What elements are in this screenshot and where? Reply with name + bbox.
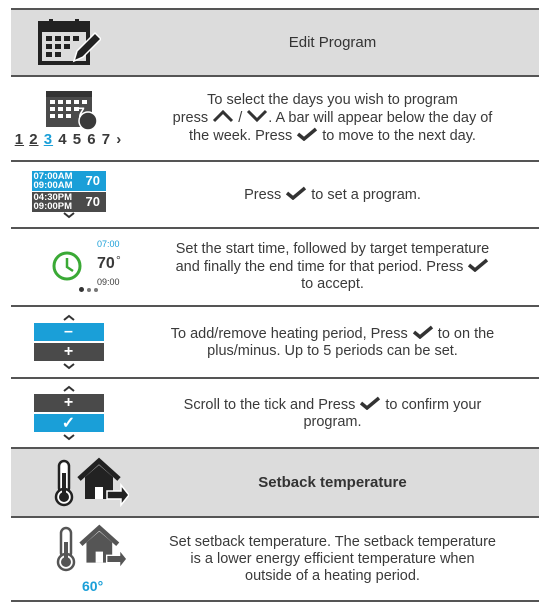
text-line: and finally the end time for that period. Press bbox=[175, 259, 464, 275]
text-line: the week. Press bbox=[189, 128, 293, 144]
text-line: program. bbox=[303, 413, 362, 430]
row-set-program bbox=[11, 160, 539, 227]
day-1[interactable]: 1 bbox=[14, 131, 25, 148]
page-dots bbox=[79, 287, 98, 292]
target-temp: 70 bbox=[97, 255, 115, 272]
text-line: . A bar will appear below the day of bbox=[268, 110, 493, 126]
chevron-up-icon bbox=[212, 109, 234, 123]
separator: / bbox=[238, 110, 243, 126]
text-line: outside of a heating period. bbox=[245, 567, 420, 584]
check-label: ✓ bbox=[61, 415, 76, 432]
row-setback-header bbox=[11, 447, 539, 516]
chevron-down-icon bbox=[62, 363, 76, 370]
icon-cell bbox=[11, 10, 126, 75]
add-remove-text bbox=[126, 307, 539, 377]
setback-title: Setback temperature bbox=[258, 474, 407, 491]
text-line: press bbox=[172, 110, 209, 126]
time-bottom: 09:00 bbox=[97, 277, 120, 287]
minus-button[interactable] bbox=[34, 323, 104, 341]
text-line: to accept. bbox=[301, 276, 364, 292]
icon-cell bbox=[11, 449, 126, 516]
slot-temp: 70 bbox=[85, 173, 100, 188]
text-line: To select the days you wish to program bbox=[207, 92, 458, 108]
day-2[interactable]: 2 bbox=[29, 131, 39, 148]
icon-cell bbox=[11, 229, 126, 305]
setback-text bbox=[126, 518, 539, 600]
clock-icon bbox=[51, 250, 83, 282]
icon-cell bbox=[11, 162, 126, 227]
text-line: To add/remove heating period, Press bbox=[170, 325, 408, 342]
confirm-tick-button[interactable] bbox=[34, 414, 104, 432]
day-3[interactable]: 3 bbox=[43, 131, 54, 148]
chevron-up-icon bbox=[62, 385, 76, 392]
text-line: plus/minus. Up to 5 periods can be set. bbox=[207, 342, 458, 359]
text-line: to on the bbox=[437, 325, 495, 342]
schedule-slot-2 bbox=[32, 192, 106, 212]
thermometer-icon bbox=[55, 526, 77, 572]
start-time-text bbox=[126, 229, 539, 305]
select-days-text bbox=[126, 77, 539, 160]
icon-cell bbox=[11, 379, 126, 447]
house-arrow-icon bbox=[77, 457, 129, 507]
slot-end: 09:00PM bbox=[33, 200, 73, 212]
slot-end: 09:00AM bbox=[33, 179, 73, 191]
text-line: to move to the next day. bbox=[322, 128, 476, 144]
icon-cell bbox=[11, 77, 126, 160]
calendar-icon bbox=[44, 89, 100, 131]
slot-start: 04:30PM bbox=[33, 191, 73, 203]
chevron-up-icon bbox=[62, 314, 76, 321]
day-7[interactable]: 7 bbox=[101, 131, 112, 148]
icon-cell bbox=[11, 307, 126, 377]
plus-button[interactable] bbox=[34, 394, 104, 412]
text-line: Scroll to the tick and Press bbox=[183, 396, 356, 413]
day-selector bbox=[15, 131, 123, 148]
chevron-down-icon bbox=[62, 434, 76, 441]
text-line: Set the start time, followed by target temperature bbox=[175, 241, 490, 257]
tick-icon bbox=[359, 396, 381, 410]
chevron-down-icon bbox=[62, 212, 76, 219]
calendar-badge: 7 bbox=[77, 104, 85, 120]
minus-label: – bbox=[64, 323, 73, 340]
text-line: is a lower energy efficient temperature when bbox=[190, 550, 475, 567]
confirm-text bbox=[126, 379, 539, 447]
tick-icon bbox=[467, 258, 489, 272]
chevron-down-icon bbox=[246, 109, 268, 123]
row-setback-temp bbox=[11, 516, 539, 602]
schedule-slot-1 bbox=[32, 171, 106, 191]
calendar-edit-icon bbox=[37, 19, 101, 67]
text-line: to confirm your bbox=[385, 396, 482, 413]
day-6[interactable]: 6 bbox=[87, 131, 97, 148]
row-confirm bbox=[11, 377, 539, 447]
setback-value: 60° bbox=[82, 578, 104, 594]
row-start-time bbox=[11, 227, 539, 305]
day-5[interactable]: 5 bbox=[72, 131, 83, 148]
plus-button[interactable] bbox=[34, 343, 104, 361]
house-arrow-icon bbox=[79, 524, 127, 570]
tick-icon bbox=[412, 325, 434, 339]
row-select-days bbox=[11, 75, 539, 160]
plus-label: + bbox=[63, 394, 74, 411]
degree-symbol: ° bbox=[116, 253, 121, 267]
time-top: 07:00 bbox=[97, 239, 120, 249]
icon-cell bbox=[11, 518, 126, 600]
text-line: Press bbox=[244, 186, 282, 203]
set-program-text bbox=[126, 162, 539, 227]
next-day-chevron[interactable]: › bbox=[116, 131, 123, 148]
text-line: Set setback temperature. The setback temperature bbox=[169, 533, 496, 550]
edit-program-title: Edit Program bbox=[288, 34, 377, 51]
slot-start: 07:00AM bbox=[33, 170, 73, 182]
day-4[interactable]: 4 bbox=[58, 131, 68, 148]
row-edit-program bbox=[11, 8, 539, 75]
thermometer-icon bbox=[53, 459, 75, 507]
tick-icon bbox=[296, 127, 318, 141]
row-add-remove bbox=[11, 305, 539, 377]
slot-temp: 70 bbox=[85, 194, 100, 209]
plus-label: + bbox=[63, 343, 74, 360]
tick-icon bbox=[285, 186, 307, 200]
text-line: to set a program. bbox=[311, 186, 421, 203]
